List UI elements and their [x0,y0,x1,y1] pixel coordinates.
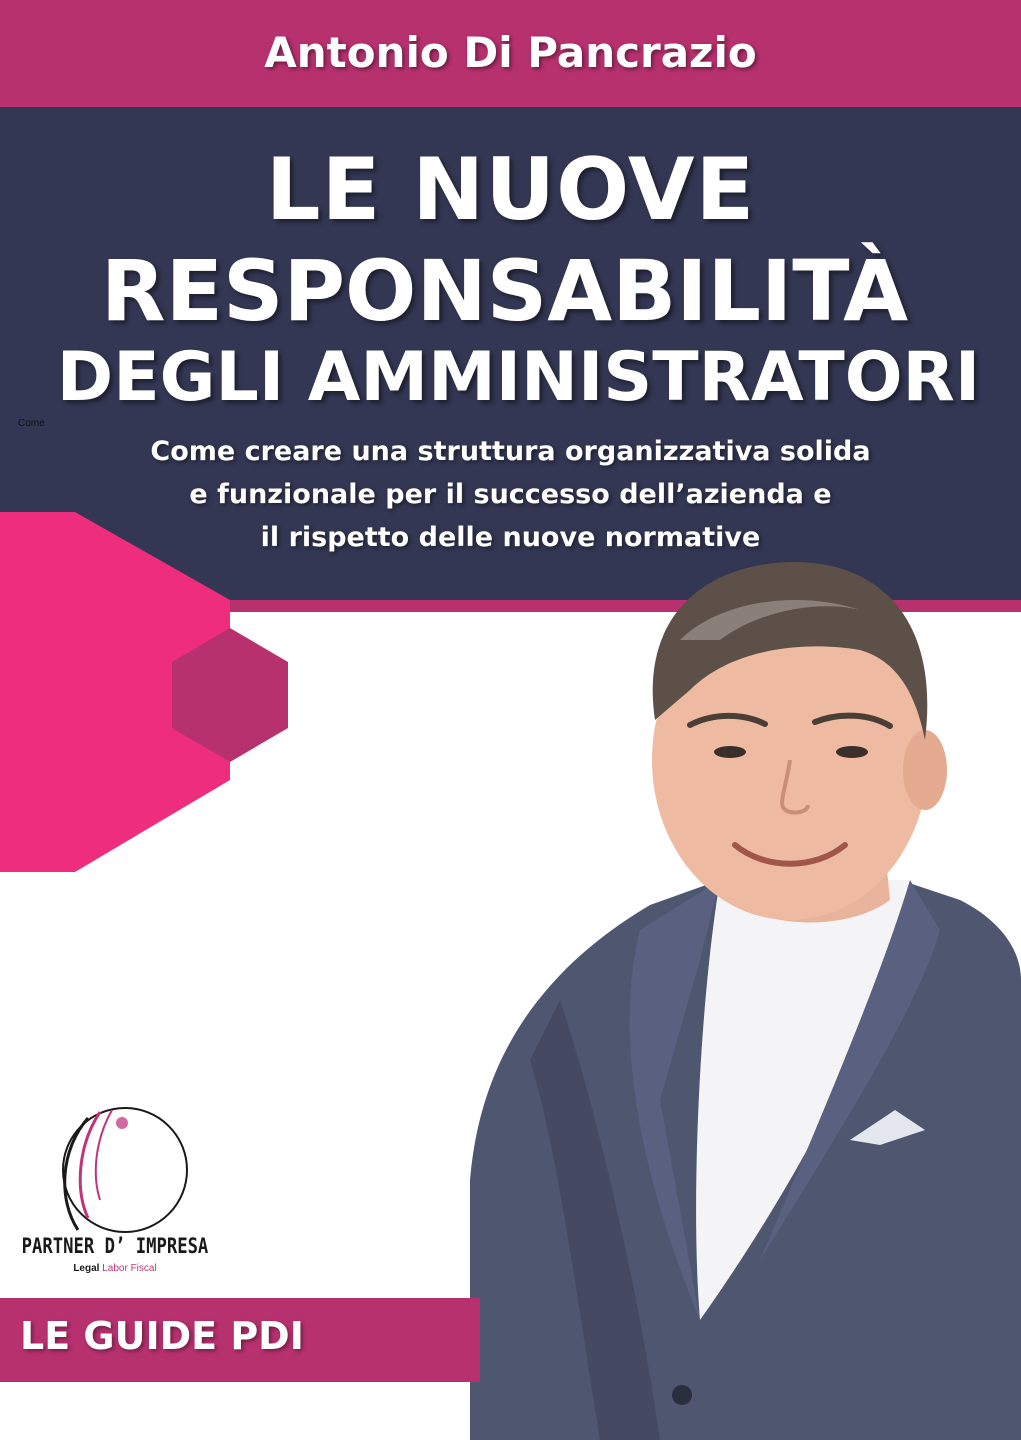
logo-tag-labor-fiscal: Labor Fiscal [102,1263,157,1274]
eye-left [714,746,746,758]
subtitle-line-1: Come creare una struttura organizzativa solida [150,436,871,467]
series-label: LE GUIDE PDI [20,1314,304,1358]
title-line-2: RESPONSABILITÀ [100,242,909,340]
subtitle-line-3: il rispetto delle nuove normative [260,522,761,553]
title-line-1: LE NUOVE [265,140,756,240]
logo-name: PARTNER D’ IMPRESA [21,1234,209,1258]
title-line-3: DEGLI AMMINISTRATORI [56,338,981,417]
small-note: Come [18,418,45,429]
logo-tag-legal: Legal [73,1263,100,1274]
jacket-button [672,1385,692,1405]
eye-right [836,746,868,758]
author-name: Antonio Di Pancrazio [264,28,757,77]
logo-tagline [0,1263,230,1274]
subtitle-line-2: e funzionale per il successo dell’azienda e [189,479,832,510]
ear-right [903,730,947,810]
